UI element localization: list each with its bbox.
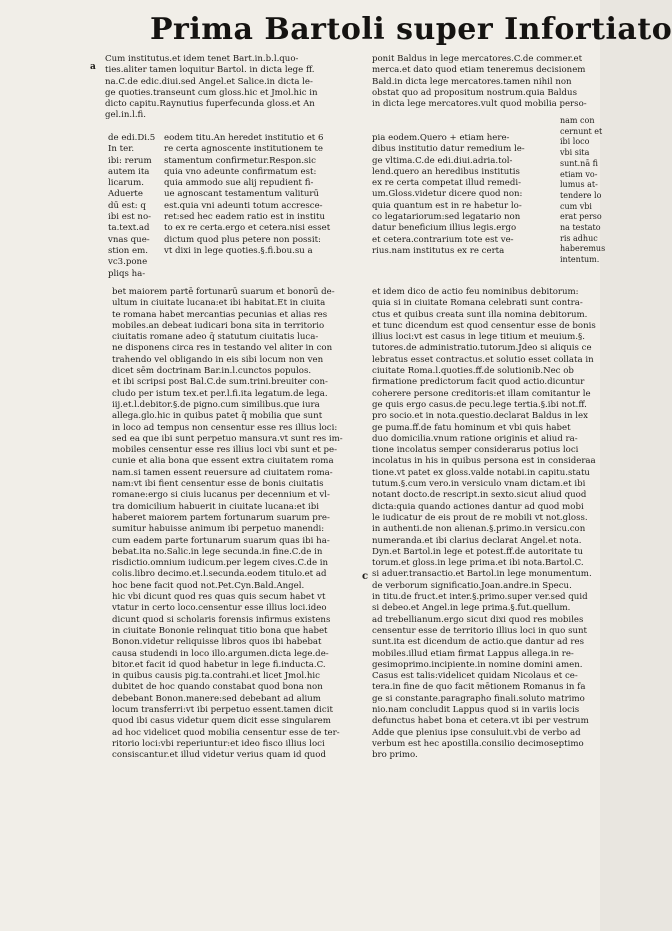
text-line: illius loci:vt est casus in lege titium et meuium.§. <box>372 332 586 343</box>
text-line: nam:vt ibi fient censentur esse de bonis ciuitatis <box>112 479 324 490</box>
text-line: dicto capitu.Raynutius fuperfecunda gloss.et An <box>105 99 315 110</box>
left-column-inner <box>164 133 364 257</box>
text-line: in authenti.de non alienan.§.primo.in versicu.con <box>372 524 586 535</box>
text-line: torum.et gloss.in lege prima.et ibi nota.Bartol.C. <box>372 558 584 569</box>
text-line: de verborum significatio.Joan.andre.in Specu. <box>372 580 572 591</box>
text-line: ritorio loci:vbi reperiuntur:et ideo fisco illius loci <box>112 738 325 749</box>
text-line: ibi est no- <box>108 212 152 223</box>
text-line: cunie et alia bona que essent extra ciuitatem roma <box>112 456 334 467</box>
text-line: et cetera.contrarium tote est ve- <box>372 234 514 245</box>
text-line: sumitur habuisse animum ibi perpetuo manendi: <box>112 524 325 535</box>
text-line: numeranda.et ibi clarius declarat Angel.et nota. <box>372 535 582 546</box>
text-line: vnas que- <box>108 234 150 245</box>
text-line: tera.in fine de quo facit mētionem Romanus in fa <box>372 682 586 693</box>
text-line: romane:ergo si ciuis lucanus per decennium et vl- <box>112 490 330 501</box>
running-head: Prima Bartoli super Infortiato <box>150 12 672 47</box>
text-line: Bald.in dicta lege mercatores.tamen nihil non <box>372 76 572 87</box>
text-line: ad hoc videlicet quod mobilia censentur esse de ter- <box>112 727 340 738</box>
text-line: iij.et.l.debitor.§.de pigno.cum similibus.que iura <box>112 399 320 410</box>
margin-marker-c: c <box>362 571 369 582</box>
text-line: notant docto.de rescript.in sexto.sicut aliud quod <box>372 490 587 501</box>
text-line: bro primo. <box>372 750 418 761</box>
text-line: trahendo vel obligando in eis sibi locum non ven <box>112 354 324 365</box>
text-line: ge quoties.transeunt cum gloss.hic et Jmol.hic in <box>105 87 318 98</box>
text-line: mobiles.an debeat iudicari bona sita in territorio <box>112 320 325 331</box>
text-line: risdictio.omnium iudicum.per legem cives.C.de in <box>112 558 329 569</box>
text-line: vtatur in certo loco.censentur esse illius loci.ideo <box>112 603 327 614</box>
text-line: locum transferri:vt ibi perpetuo essent.tamen dicit <box>112 704 333 715</box>
text-line: obstat quo ad propositum nostrum.quia Baldus <box>372 87 577 98</box>
text-line: et ibi scripsi post Bal.C.de sum.trini.breuiter con- <box>112 377 328 388</box>
text-line: Cum institutus.et idem tenet Bart.in.b.l.quo- <box>105 54 299 64</box>
text-line: ciuitatis romane adeo q̄ statutum ciuitatis luca- <box>112 332 319 343</box>
text-line: Adde que plenius ipse consuluit.vbi de verbo ad <box>372 727 581 738</box>
text-line: ge si constante.paragrapho finali.soluto matrimo <box>372 693 585 704</box>
text-line: vc3.pone <box>108 257 148 268</box>
text-line: in quibus causis pig.ta.contrahi.et licet Jmol.hic <box>112 671 320 682</box>
left-column-main <box>112 287 368 761</box>
text-line: tutum.§.cum vero.in versiculo vnam dictam.et ibi <box>372 479 586 490</box>
text-line: ta.text.ad <box>108 223 150 234</box>
right-column-main <box>372 287 598 761</box>
text-line: sed ea que ibi sunt perpetuo mansura.vt sunt res im- <box>112 433 343 444</box>
text-line: mobiles.illud etiam firmat Lappus allega.in re- <box>372 648 574 659</box>
text-line: ponit Baldus in lege mercatores.C.de commer.et <box>372 54 583 64</box>
text-line: co legatariorum:sed legatario non <box>372 212 521 223</box>
text-line: dicta:quia quando actiones dantur ad quod mobi <box>372 501 584 512</box>
text-line: ties.aliter tamen loquitur Bartol. in dicta lege ff. <box>105 65 315 76</box>
text-line: cludo per istum tex.et per.l.fi.ita legatum.de lega. <box>112 388 328 399</box>
text-line: re certa agnoscente institutionem te <box>164 144 323 155</box>
text-line: causa studendi in loco illo.argumen.dicta lege.de- <box>112 648 329 659</box>
text-line: na testato <box>560 223 601 233</box>
text-line: bebat.ita no.Salic.in lege secunda.in fine.C.de in <box>112 546 323 557</box>
text-line: merca.et dato quod etiam teneremus decisionem <box>372 65 586 76</box>
text-line: ge quis ergo casus.de pecu.lege tertia.§.ibi not.ff. <box>372 399 587 410</box>
text-line: censentur esse de territorio illius loci in quo sunt <box>372 625 588 636</box>
text-line: stamentum confirmetur.Respon.sic <box>164 155 316 166</box>
text-line: in titu.de fruct.et inter.§.primo.super ver.sed quid <box>372 592 588 603</box>
text-line: consiscantur.et illud videtur verius quam id quod <box>112 750 326 761</box>
text-line: quia si in ciuitate Romana celebrati sunt contra- <box>372 298 583 309</box>
text-line: In ter. <box>108 144 135 155</box>
text-line: haberet maiorem partem fortunarum suarum pre- <box>112 512 330 523</box>
text-line: et idem dico de actio feu nominibus debitorum: <box>372 287 579 297</box>
text-line: tutores.de administratio.tutorum.Jdeo si aliquis ce <box>372 343 592 354</box>
text-line: lebratus esset contractus.et solutio esset collata in <box>372 354 594 365</box>
text-line: eodem titu.An heredet institutio et 6 <box>164 133 324 143</box>
text-line: nam con <box>560 116 595 125</box>
left-marginal-gloss <box>108 133 166 280</box>
text-line: incolatus in his in quibus persona est in consideraa <box>372 456 596 467</box>
text-line: erat perso <box>560 212 602 222</box>
text-line: te romana habet mercantias pecunias et alias res <box>112 309 328 320</box>
text-line: bitor.et facit id quod habetur in lege fi.inducta.C. <box>112 659 326 670</box>
text-line: dictum quod plus petere non possit: <box>164 234 321 245</box>
text-line: colis.libro decimo.et.l.secunda.eodem titulo.et ad <box>112 569 327 580</box>
text-line: tendere lo <box>560 190 602 200</box>
text-line: Aduerte <box>108 189 143 200</box>
text-line: ne disponens circa res in testando vel aliter in con <box>112 343 333 354</box>
text-line: ex re certa competat illud remedi- <box>372 178 521 189</box>
text-line: firmatione predictorum facit quod actio.dicuntur <box>372 377 585 388</box>
text-line: ret:sed hec eadem ratio est in institu <box>164 212 326 223</box>
text-line: haberemus <box>560 244 606 254</box>
text-line: lumus at- <box>560 180 598 190</box>
text-line: duo domicilia.vnum ratione originis et aliud ra- <box>372 433 578 444</box>
text-line: ris adhuc <box>560 233 598 243</box>
text-line: ibi: rerum <box>108 155 152 166</box>
text-line: Bonon.videtur reliquisse libros quos ibi habebat <box>112 637 322 648</box>
text-line: gesimoprimo.incipiente.in nomine domini amen. <box>372 659 583 670</box>
text-line: in loco ad tempus non censentur esse res illius loci: <box>112 422 338 433</box>
text-line: dicunt quod si scholaris forensis infirmus existens <box>112 614 331 625</box>
text-line: na.C.de edic.diui.sed Angel.et Salice.in dicta le- <box>105 76 313 87</box>
text-line: bet maiorem partē fortunarū suarum et bonorū de- <box>112 287 335 297</box>
text-line: licarum. <box>108 178 144 189</box>
text-line: si aduer.transactio.et Bartol.in lege monumentum. <box>372 569 592 580</box>
text-line: datur beneficium illius legis.ergo <box>372 223 517 234</box>
margin-marker-a: a <box>90 62 96 72</box>
text-line: dū est: q <box>108 200 146 211</box>
text-line: allega.glo.hic in quibus patet q̄ mobilia que sunt <box>112 411 323 422</box>
right-column-inner <box>372 133 560 257</box>
text-line: gel.in.l.fi. <box>105 110 147 121</box>
left-column-top <box>105 54 367 122</box>
text-line: pliqs ha- <box>108 268 146 279</box>
text-line: ge puma.ff.de fatu hominum et vbi quis habet <box>372 422 571 433</box>
text-line: le iudicatur de eis prout de re mobili vt not.gloss. <box>372 512 588 523</box>
text-line: quia vno adeunte confirmatum est: <box>164 166 317 177</box>
text-line: pia eodem.Quero + etiam here- <box>372 133 510 143</box>
text-line: ultum in ciuitate lucana:et ibi habitat.Et in ciuita <box>112 298 326 309</box>
text-line: est.quia vni adeunti totum accresce- <box>164 200 323 211</box>
text-line: etiam vo- <box>560 169 598 179</box>
text-line: autem ita <box>108 166 150 177</box>
text-line: Dyn.et Bartol.in lege et potest.ff.de autoritate tu <box>372 546 584 557</box>
text-line: intentum. <box>560 255 600 265</box>
text-line: in ciuitate Bononie relinquat titio bona que habet <box>112 625 328 636</box>
text-line: cum vbi <box>560 201 592 211</box>
text-line: defunctus habet bona et cetera.vt ibi per vestrum <box>372 716 589 727</box>
text-line: quod ibi casus videtur quem dicit esse singularem <box>112 716 331 727</box>
right-column-top <box>372 54 594 110</box>
text-line: dicet sēm doctrinam Bar.in.l.cunctos populos. <box>112 366 312 377</box>
text-line: dubitet de hoc quando constabat quod bona non <box>112 682 323 693</box>
text-line: sunt.ita est dicendum de actio.que dantur ad res <box>372 637 585 648</box>
text-line: dibus institutio datur remedium le- <box>372 144 525 155</box>
text-line: vbi sita <box>560 148 590 158</box>
text-line: lend.quero an heredibus institutis <box>372 166 520 177</box>
text-line: rius.nam institutus ex re certa <box>372 245 505 256</box>
text-line: hoc bene facit quod not.Pet.Cyn.Bald.Angel. <box>112 580 305 591</box>
text-line: ctus et quibus creata sunt illa nomina debitorum. <box>372 309 588 320</box>
text-line: um.Gloss.videtur dicere quod non: <box>372 189 523 200</box>
text-line: ue agnoscant testamentum valiturū <box>164 189 320 200</box>
text-line: vt dixi in lege quoties.§.fi.bou.su a <box>164 245 313 256</box>
text-line: pro socio.et in nota.questio.declarat Baldus in lex <box>372 411 588 422</box>
text-line: cernunt et <box>560 126 603 136</box>
text-line: ibi loco <box>560 137 590 147</box>
text-line: ad trebellianum.ergo sicut dixi quod res mobiles <box>372 614 584 625</box>
text-line: Casus est talis:videlicet quidam Nicolaus et ce- <box>372 671 578 682</box>
text-line: stion em. <box>108 245 149 256</box>
text-line: tione incolatus semper considerarus potius loci <box>372 445 579 456</box>
right-marginal-gloss <box>560 116 606 266</box>
text-line: debebant Bonon.manere:sed debebant ad alium <box>112 693 321 704</box>
text-line: quia quantum est in re habetur lo- <box>372 200 522 211</box>
text-line: sunt.nā fi <box>560 158 598 168</box>
text-line: ciuitate Roma.l.quoties.ff.de solutionib.Nec ob <box>372 366 574 377</box>
text-line: coherere persone creditoris:et illam comitantur le <box>372 388 591 399</box>
text-line: hic vbi dicunt quod res quas quis secum habet vt <box>112 592 326 603</box>
text-line: cum eadem parte fortunarum suarum quas ibi ha- <box>112 535 330 546</box>
text-line: nam.si tamen essent reuersure ad ciuitatem roma- <box>112 467 333 478</box>
text-line: to ex re certa.ergo et cetera.nisi esset <box>164 223 331 234</box>
text-line: mobiles censentur esse res illius loci vbi sunt et pe- <box>112 445 338 456</box>
text-line: tione.vt patet ex gloss.valde notabi.in capitu.statu <box>372 467 590 478</box>
text-line: ge vltima.C.de edi.diui.adria.tol- <box>372 155 513 166</box>
text-line: verbum est hec apostilla.consilio decimoseptimo <box>372 738 584 749</box>
text-line: nio.nam concludit Lappus quod si in variis locis <box>372 704 580 715</box>
text-line: quia ammodo sue alij repudient fi- <box>164 178 314 189</box>
text-line: et tunc dicendum est quod censentur esse de bonis <box>372 320 596 331</box>
text-line: tra domicilium habuerit in ciuitate lucana:et ibi <box>112 501 320 512</box>
text-line: si debeo.et Angel.in lege prima.§.fut.quellum. <box>372 603 571 614</box>
text-line: in dicta lege mercatores.vult quod mobilia perso- <box>372 99 587 110</box>
text-line: de edi.Di.5 <box>108 133 156 143</box>
